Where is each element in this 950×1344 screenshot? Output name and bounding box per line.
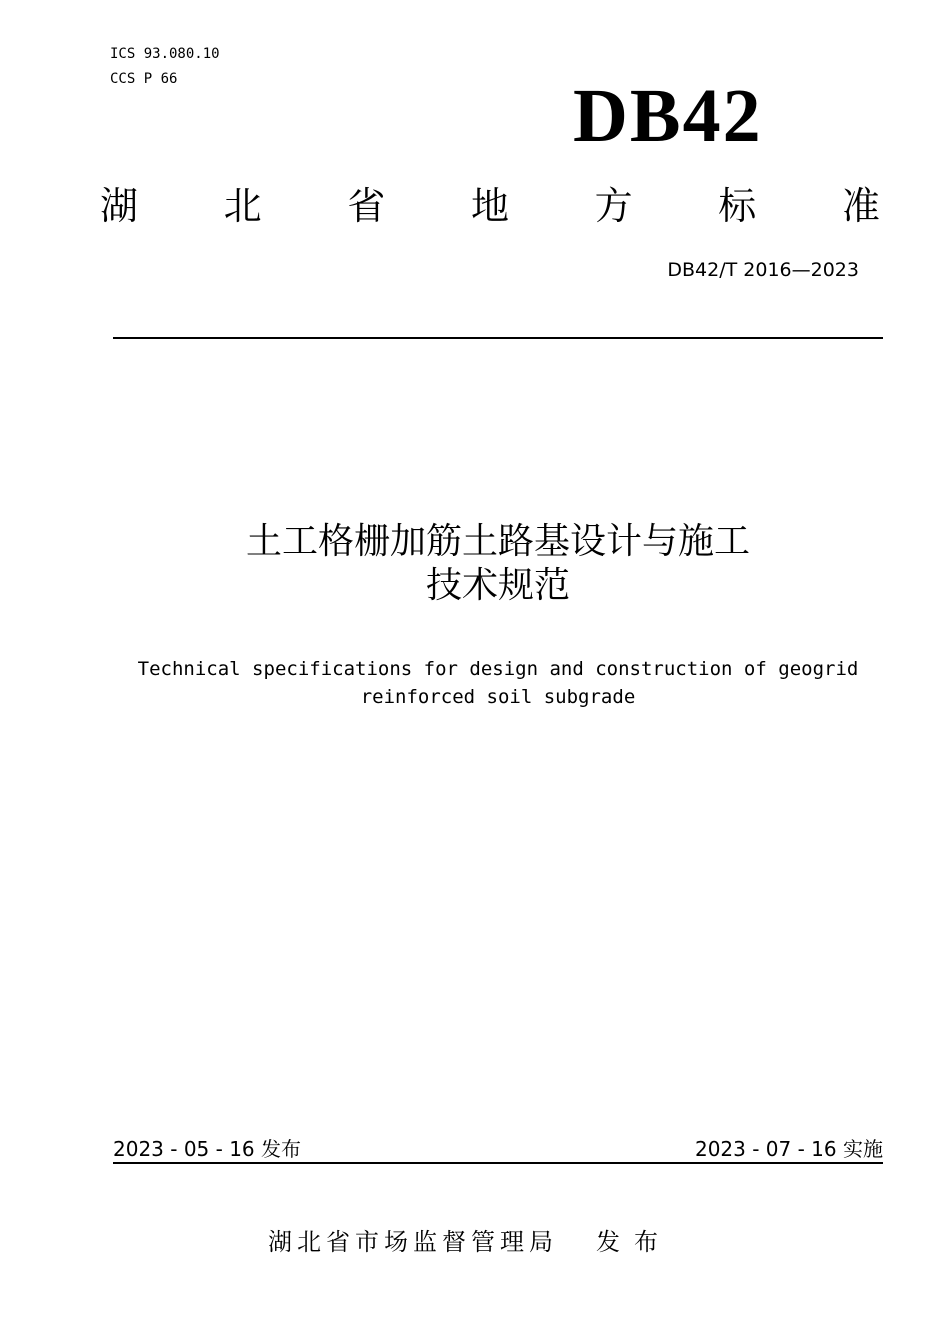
- english-title: [0, 655, 950, 711]
- standard-type-char: 标: [718, 184, 757, 228]
- standard-type-char: 省: [347, 184, 386, 228]
- standard-badge: DB42: [573, 74, 763, 158]
- standard-type-char: 湖: [100, 184, 139, 228]
- implementation-date: 2023 - 07 - 16 实施: [694, 1137, 883, 1161]
- publisher: [268, 1222, 672, 1257]
- standard-type-char: 北: [223, 184, 262, 228]
- standard-type-char: 方: [594, 184, 633, 228]
- standard-code: DB42/T 2016—2023: [667, 259, 859, 281]
- ccs-code: CCS P 66: [110, 71, 178, 87]
- chinese-title-line-1: 土工格栅加筋土路基设计与施工: [245, 521, 750, 562]
- english-title-line-1: Technical specifications for design and construction of geogrid: [137, 658, 859, 680]
- bottom-divider: [113, 1162, 883, 1164]
- issue-date: 2023 - 05 - 16 发布: [113, 1137, 302, 1161]
- standard-type-heading: [100, 183, 880, 229]
- chinese-title-line-2: 技术规范: [425, 565, 570, 606]
- top-divider: [113, 337, 883, 339]
- publisher-name: 湖北省市场监督管理局: [268, 1228, 558, 1256]
- ics-code: ICS 93.080.10: [110, 46, 220, 62]
- standard-type-char: 准: [841, 184, 880, 228]
- standard-type-char: 地: [470, 184, 509, 228]
- publisher-suffix: 发布: [596, 1228, 672, 1256]
- chinese-title: [0, 520, 950, 608]
- english-title-line-2: reinforced soil subgrade: [360, 686, 636, 708]
